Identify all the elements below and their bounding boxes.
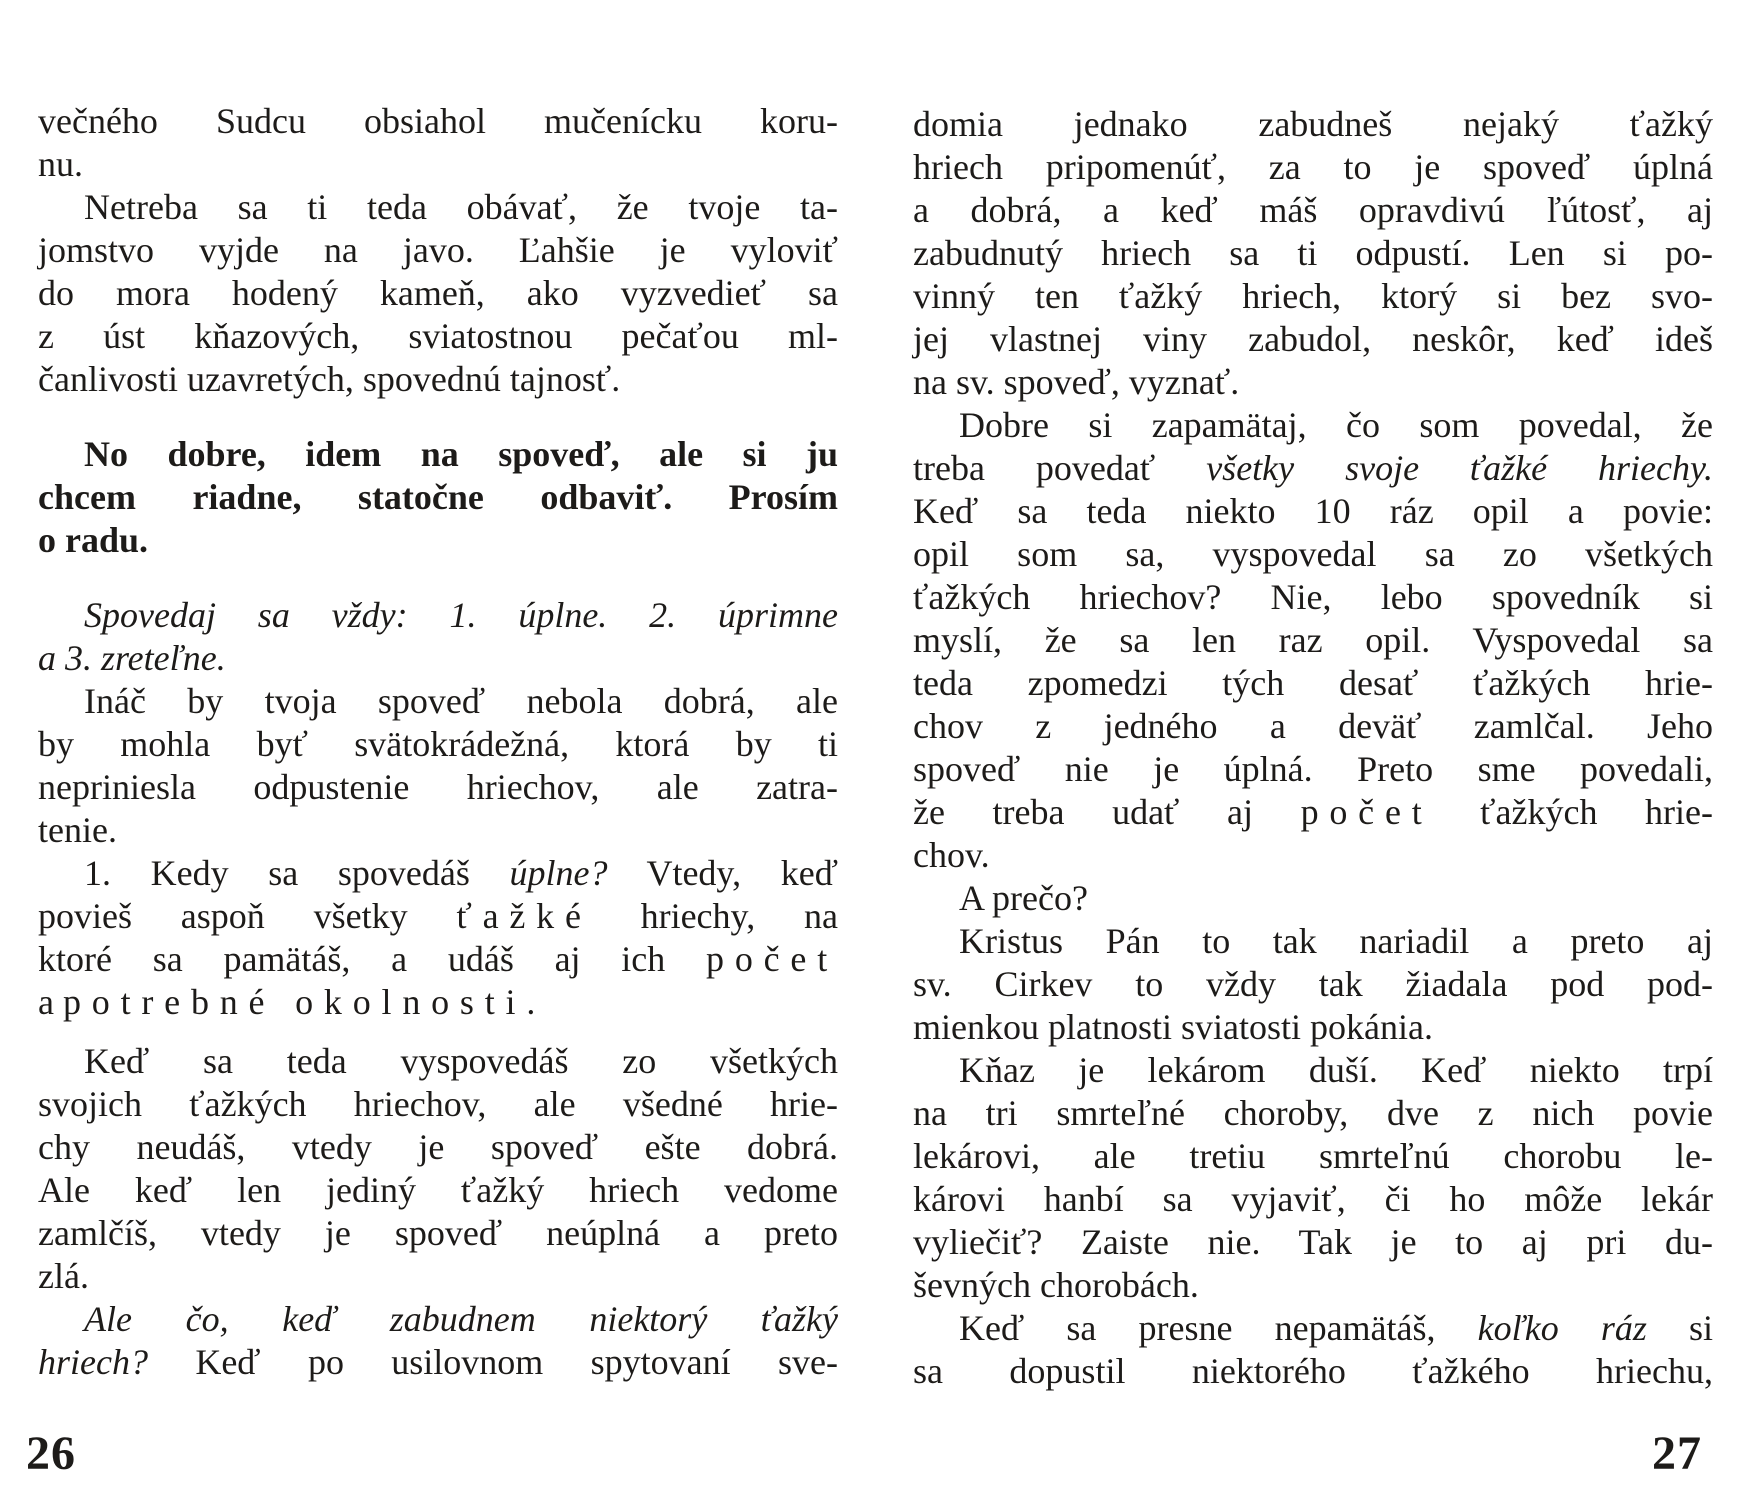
text-line	[38, 723, 838, 766]
text-segment: Keď sa teda vyspovedáš zo všetkých	[84, 1041, 838, 1081]
text-segment: Vtedy, keď	[607, 853, 838, 893]
text-line	[913, 791, 1713, 834]
text-segment: povieš aspoň všetky	[38, 896, 457, 936]
text-line	[913, 232, 1713, 275]
text-segment: károvi hanbí sa vyjaviť, či ho môže lekár	[913, 1179, 1713, 1219]
text-line	[913, 1221, 1713, 1264]
text-segment: na sv. spoveď, vyznať.	[913, 362, 1240, 402]
text-line	[913, 490, 1713, 533]
text-segment: úplne?	[509, 853, 608, 893]
text-segment: chov.	[913, 835, 990, 875]
text-line	[913, 447, 1713, 490]
text-line	[38, 433, 838, 476]
text-line	[38, 143, 838, 186]
text-segment: Ináč by tvoja spoveď nebola dobrá, ale	[84, 681, 838, 721]
text-line	[913, 533, 1713, 576]
text-segment: vyliečiť? Zaiste nie. Tak je to aj pri du-	[913, 1222, 1713, 1262]
text-segment: ševných chorobách.	[913, 1265, 1199, 1305]
text-line	[913, 318, 1713, 361]
text-segment: opil som sa, vyspovedal sa zo všetkých	[913, 534, 1713, 574]
text-line	[38, 186, 838, 229]
text-segment: ťažké	[456, 896, 592, 936]
text-segment: a dobrá, a keď máš opravdivú ľútosť, aj	[913, 190, 1713, 230]
text-line	[913, 705, 1713, 748]
text-segment: ťažkých hriechov? Nie, lebo spovedník si	[913, 577, 1713, 617]
text-line	[913, 963, 1713, 1006]
text-line	[38, 1298, 838, 1341]
text-segment: Keď po usilovnom spytovaní sve-	[147, 1342, 838, 1382]
text-line	[913, 275, 1713, 318]
text-line	[913, 361, 1713, 404]
text-line	[38, 1341, 838, 1384]
text-segment: 1. Kedy sa spovedáš	[84, 853, 510, 893]
text-segment: teda zpomedzi tých desať ťažkých hrie-	[913, 663, 1713, 703]
text-segment: Keď sa presne nepamätáš,	[959, 1308, 1478, 1348]
text-line	[913, 1135, 1713, 1178]
text-segment: hriech?	[38, 1342, 148, 1382]
text-line	[38, 637, 838, 680]
text-line	[38, 1212, 838, 1255]
text-segment: potrebné okolnosti.	[62, 982, 547, 1022]
text-line	[38, 1040, 838, 1083]
text-line	[913, 103, 1713, 146]
text-segment: Ale keď len jediný ťažký hriech vedome	[38, 1170, 838, 1210]
text-line	[913, 1049, 1713, 1092]
text-segment: zabudnutý hriech sa ti odpustí. Len si po-	[913, 233, 1713, 273]
text-line	[913, 1178, 1713, 1221]
text-segment: Netreba sa ti teda obávať, že tvoje ta-	[84, 187, 838, 227]
text-segment: zlá.	[38, 1256, 89, 1296]
text-segment: koľko ráz	[1477, 1308, 1647, 1348]
text-segment: tenie.	[38, 810, 117, 850]
text-line	[913, 404, 1713, 447]
text-segment: o radu.	[38, 520, 149, 560]
page-number-left: 26	[26, 1427, 76, 1480]
text-segment: spoveď nie je úplná. Preto sme povedali,	[913, 749, 1713, 789]
text-segment: Spovedaj sa vždy: 1. úplne. 2. úprimne	[84, 595, 838, 635]
text-segment: že treba udať aj	[913, 792, 1301, 832]
text-line	[38, 1126, 838, 1169]
text-line	[38, 809, 838, 852]
text-segment: zamlčíš, vtedy je spoveď neúplná a preto	[38, 1213, 838, 1253]
text-segment: chy neudáš, vtedy je spoveď ešte dobrá.	[38, 1127, 838, 1167]
text-segment: čanlivosti uzavretých, spovednú tajnosť.	[38, 359, 621, 399]
text-segment: sa dopustil niektorého ťažkého hriechu,	[913, 1351, 1713, 1391]
text-segment: jej vlastnej viny zabudol, neskôr, keď ideš	[913, 319, 1713, 359]
text-line	[38, 272, 838, 315]
text-line	[913, 619, 1713, 662]
text-line	[913, 1092, 1713, 1135]
text-line	[38, 100, 838, 143]
text-line	[38, 852, 838, 895]
text-segment: nepriniesla odpustenie hriechov, ale zatra-	[38, 767, 838, 807]
text-line	[913, 748, 1713, 791]
text-line	[913, 576, 1713, 619]
text-line	[913, 146, 1713, 189]
text-segment: vinný ten ťažký hriech, ktorý si bez svo-	[913, 276, 1713, 316]
text-line	[38, 315, 838, 358]
text-segment: počet	[706, 939, 838, 979]
text-segment: mienkou platnosti sviatosti pokánia.	[913, 1007, 1433, 1047]
text-segment: lekárovi, ale tretiu smrteľnú chorobu le-	[913, 1136, 1713, 1176]
text-segment: do mora hodený kameň, ako vyzvedieť sa	[38, 273, 838, 313]
text-segment: Dobre si zapamätaj, čo som povedal, že	[959, 405, 1713, 445]
text-segment: hriech pripomenúť, za to je spoveď úplná	[913, 147, 1713, 187]
text-segment: počet	[1300, 792, 1433, 832]
text-segment: No dobre, idem na spoveď, ale si ju	[84, 434, 838, 474]
text-line	[913, 1307, 1713, 1350]
text-segment: Kňaz je lekárom duší. Keď niekto trpí	[959, 1050, 1713, 1090]
text-segment: večného Sudcu obsiahol mučenícku koru-	[38, 101, 838, 141]
text-line	[38, 594, 838, 637]
text-line	[38, 766, 838, 809]
text-line	[38, 1255, 838, 1298]
text-line	[38, 981, 838, 1024]
text-segment: a 3. zreteľne.	[38, 638, 226, 678]
text-segment: jomstvo vyjde na javo. Ľahšie je vyloviť	[38, 230, 838, 270]
text-line	[38, 519, 838, 562]
text-segment: myslí, že sa len raz opil. Vyspovedal sa	[913, 620, 1713, 660]
text-segment: a	[38, 982, 63, 1022]
text-segment: z úst kňazových, sviatostnou pečaťou ml-	[38, 316, 838, 356]
text-segment: Ale čo, keď zabudnem niektorý ťažký	[84, 1299, 838, 1339]
text-line	[913, 834, 1713, 877]
text-line	[38, 476, 838, 519]
text-line	[38, 229, 838, 272]
text-line	[913, 1264, 1713, 1307]
text-segment: ťažkých hrie-	[1432, 792, 1713, 832]
text-segment: na tri smrteľné choroby, dve z nich povie	[913, 1093, 1713, 1133]
text-segment: Keď sa teda niekto 10 ráz opil a povie:	[913, 491, 1713, 531]
text-segment: domia jednako zabudneš nejaký ťažký	[913, 104, 1713, 144]
text-segment: ktoré sa pamätáš, a udáš aj ich	[38, 939, 707, 979]
text-segment: sv. Cirkev to vždy tak žiadala pod pod-	[913, 964, 1713, 1004]
text-line	[913, 1006, 1713, 1049]
text-line	[913, 189, 1713, 232]
page-number-right: 27	[1652, 1427, 1702, 1480]
text-line	[38, 895, 838, 938]
text-line	[38, 680, 838, 723]
text-line	[38, 1169, 838, 1212]
text-segment: si	[1646, 1308, 1714, 1348]
text-line	[38, 358, 838, 401]
text-segment: chov z jedného a deväť zamlčal. Jeho	[913, 706, 1713, 746]
text-segment: chcem riadne, statočne odbaviť. Prosím	[38, 477, 838, 517]
text-segment: Kristus Pán to tak nariadil a preto aj	[959, 921, 1713, 961]
text-line	[38, 1083, 838, 1126]
text-segment: svojich ťažkých hriechov, ale všedné hrie-	[38, 1084, 838, 1124]
text-segment: A prečo?	[959, 878, 1088, 918]
left-page-column	[38, 100, 838, 1384]
text-line	[913, 1350, 1713, 1393]
text-segment: by mohla byť svätokrádežná, ktorá by ti	[38, 724, 838, 764]
right-page-column	[913, 103, 1713, 1393]
text-line	[913, 662, 1713, 705]
text-segment: hriechy, na	[591, 896, 838, 936]
text-line	[913, 877, 1713, 920]
text-segment: treba povedať	[913, 448, 1207, 488]
text-line	[913, 920, 1713, 963]
text-segment: všetky svoje ťažké hriechy.	[1206, 448, 1713, 488]
text-line	[38, 938, 838, 981]
text-segment: nu.	[38, 144, 83, 184]
